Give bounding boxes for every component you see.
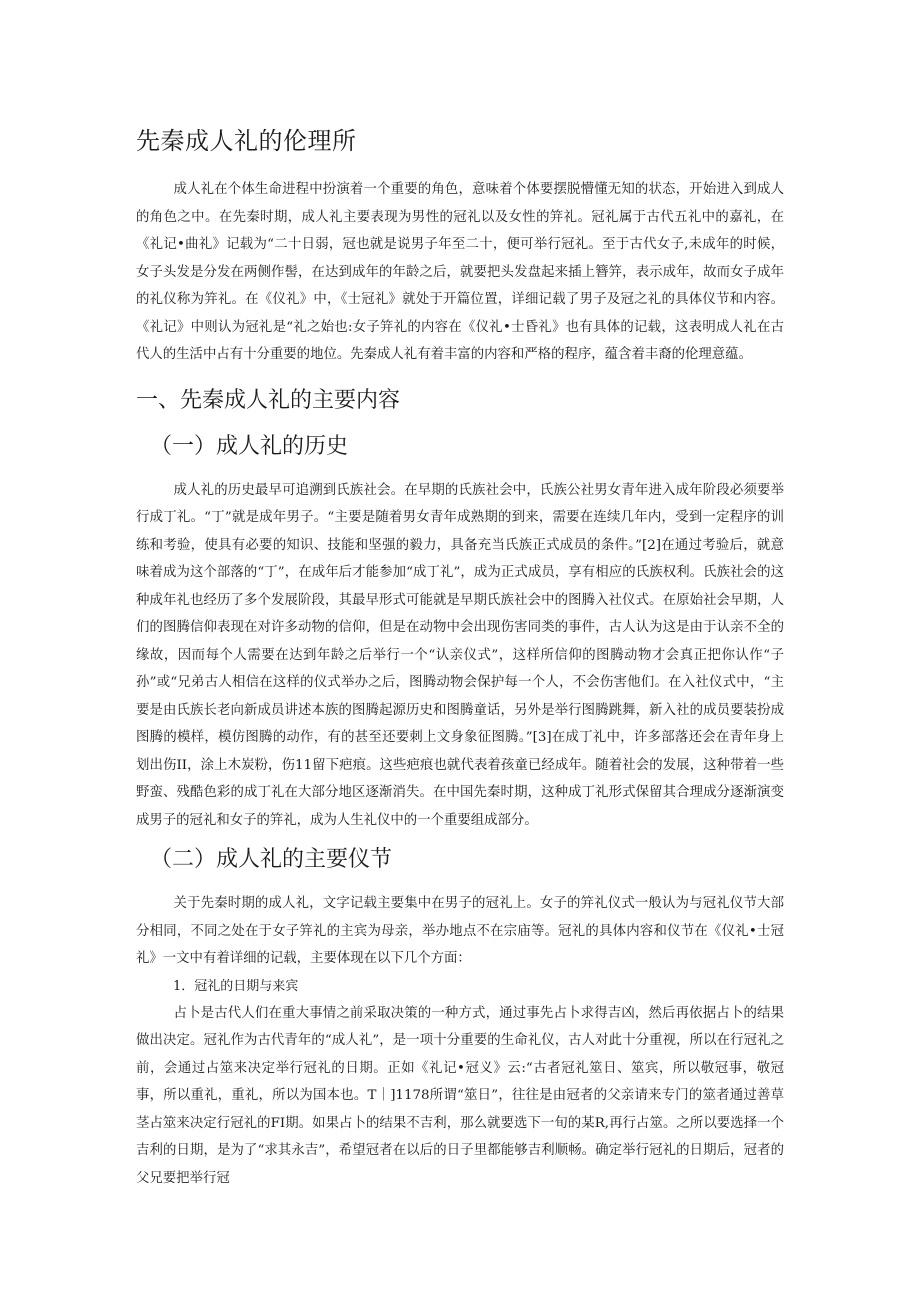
subsection-heading-rituals: （二）成人礼的主要仪节: [150, 847, 393, 872]
intro-paragraph: 成人礼在个体生命进程中扮演着一个重要的角色，意味着个体要摆脱懵懂无知的状态，开始进入到成人的角色之中。在先秦时期，成人礼主要表现为男性的冠礼以及女性的笄礼。冠礼属于古代五礼中的嘉礼，在《礼记•曲礼》记载为“二十日弱，冠也就是说男子年至二十，便可举行冠礼。至于古代女子,未成年的时候，女子头发是分发在两侧作髻，在达到成年的年龄之后，就要把头发盘起来插上簪笄，表示成年，故而女子成年的礼仪称为笄礼。在《仪礼》中，《士冠礼》就处于开篇位置，详细记载了男子及冠之礼的具体仪节和内容。《礼记》中则认为冠礼是“礼之始也:女子笄礼的内容在《仪礼•士昏礼》也有具体的记载，这表明成人礼在古代人的生活中占有十分重要的地位。先秦成人礼有着丰富的内容和严格的程序，蕴含着丰裔的伦理意蕴。: [136, 182, 784, 362]
history-paragraph: 成人礼的历史最早可追溯到氏族社会。在早期的氏族社会中，氏族公社男女青年进入成年阶段必须要举行成丁礼。“丁”就是成年男子。“主要是随着男女青年成熟期的到来，需要在连续几年内，受到一定程序的训练和考验，使具有必要的知识、技能和坚强的毅力，具备充当氏族正式成员的条件。”[2]在通过考验后，就意味着成为这个部落的“丁”，在成年后才能参加“成丁礼”，成为正式成员，享有相应的氏族权利。氏族社会的这种成年礼也经历了多个发展阶段，其最早形式可能就是早期氏族社会中的图腾入社仪式。在原始社会早期，人们的图腾信仰表现在对许多动物的信仰，但是在动物中会出现伤害同类的事件，古人认为这是由于认亲不全的缘故，因而每个人需要在达到年龄之后举行一个“认亲仪式”，这样所信仰的图腾动物才会真正把你认作“子孙”或“兄弟古人相信在这样的仪式举办之后，图腾动物会保护每一个人，不会伤害他们。在入社仪式中，“主要是由氏族长老向新成员讲述本族的图腾起源历史和图腾童话，另外是举行图腾跳舞，新入社的成员要装扮成图腾的模样，模仿图腾的动作，有的甚至还要刺上文身象征图腾。”[3]在成丁礼中，许多部落还会在青年身上划出伤II，涂上木炭粉，伤11留下疤痕。这些疤痕也就代表着孩童已经成年。随着社会的发展，这种带着一些野蛮、残酷色彩的成丁礼在大部分地区逐渐消失。在中国先秦时期，这种成丁礼形式保留其合理成分逐渐演变成男子的冠礼和女子的笄礼，成为人生礼仪中的一个重要组成部分。: [136, 482, 784, 828]
document-title: 先秦成人礼的伦理所: [136, 127, 357, 155]
rituals-paragraph: 关于先秦时期的成人礼，文字记载主要集中在男子的冠礼上。女子的笄礼仪式一般认为与冠礼仪节大部分相同，不同之处在于女子笄礼的主宾为母亲，举办地点不在宗庙等。冠礼的具体内容和仪节在《仪礼•士冠礼》一文中有着详细的记载，主要体现在以下几个方面：: [136, 896, 784, 966]
section-heading: 一、先秦成人礼的主要内容: [136, 387, 401, 413]
date-guests-paragraph: 占卜是古代人们在重大事情之前采取决策的一种方式，通过事先占卜求得吉凶，然后再依据占卜的结果做出决定。冠礼作为古代青年的“成人礼”，是一项十分重要的生命礼仪，古人对此十分重视，所以在行冠礼之前，会通过占筮来决定举行冠礼的日期。正如《礼记•冠义》云:“古者冠礼筮日、筮宾，所以敬冠事，敬冠事，所以重礼，重礼，所以为国本也。T｜]1178所谓“筮日”，往往是由冠者的父亲请来专门的筮者通过善草茎占筮来决定行冠礼的FI期。如果占卜的结果不吉利，那么就要选下一旬的某R,再行占筮。之所以要选择一个吉利的日期，是为了“求其永吉”，希望冠者在以后的日子里都能够吉利顺畅。确定举行冠礼的日期后，冠者的父兄要把举行冠: [136, 1005, 784, 1186]
item-heading-date-guests: 1．冠礼的日期与来宾: [173, 978, 299, 994]
subsection-heading-history: （一）成人礼的历史: [150, 433, 349, 459]
